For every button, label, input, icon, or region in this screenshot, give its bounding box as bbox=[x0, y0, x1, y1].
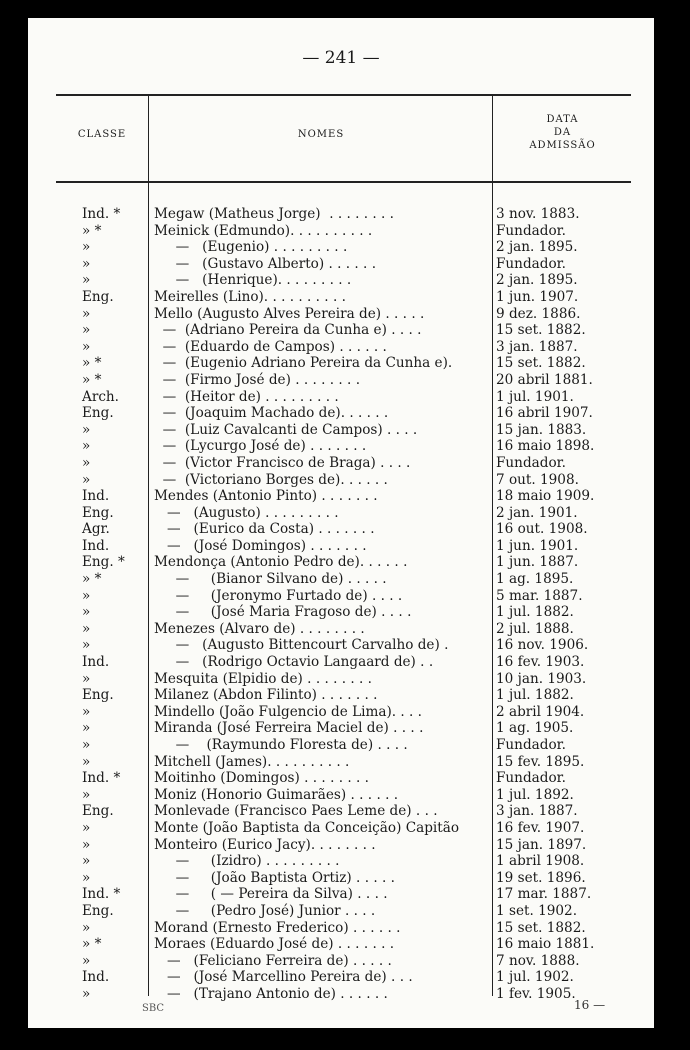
row-data-admissao: 3 jan. 1887. bbox=[496, 338, 578, 355]
row-classe: » bbox=[82, 819, 91, 836]
row-nome: Miranda (José Ferreira Maciel de) . . . . bbox=[154, 720, 424, 737]
row-nome: — (Victor Francisco de Braga) . . . . bbox=[154, 454, 411, 471]
table-row bbox=[28, 455, 654, 472]
table-row bbox=[28, 803, 654, 820]
header-data-line3: ADMISSÃO bbox=[529, 140, 596, 151]
table-header-rule bbox=[56, 181, 631, 183]
row-nome: — (Augusto Bittencourt Carvalho de) . bbox=[154, 637, 449, 654]
row-nome: Moniz (Honorio Guimarães) . . . . . . bbox=[154, 786, 399, 803]
row-data-admissao: 1 set. 1902. bbox=[496, 902, 578, 919]
row-classe: Agr. bbox=[82, 521, 110, 538]
row-classe: Ind. bbox=[82, 969, 110, 986]
row-classe: » bbox=[82, 919, 91, 936]
row-data-admissao: 15 set. 1882. bbox=[496, 355, 586, 372]
page-number: — 241 — bbox=[302, 48, 380, 68]
table-row bbox=[28, 621, 654, 638]
table-row bbox=[28, 886, 654, 903]
row-data-admissao: 2 jul. 1888. bbox=[496, 620, 574, 637]
row-classe: » * bbox=[82, 371, 102, 388]
row-nome: — (Eduardo de Campos) . . . . . . bbox=[154, 338, 387, 355]
table-row bbox=[28, 770, 654, 787]
row-classe: » bbox=[82, 836, 91, 853]
row-nome: — ( — Pereira da Silva) . . . . bbox=[154, 886, 388, 903]
row-classe: » bbox=[82, 272, 91, 289]
row-nome: — (Joaquim Machado de). . . . . . bbox=[154, 405, 389, 422]
row-data-admissao: Fundador. bbox=[496, 454, 566, 471]
row-data-admissao: 16 maio 1881. bbox=[496, 936, 595, 953]
signature-mark: 16 — bbox=[574, 998, 606, 1012]
row-classe: » * bbox=[82, 222, 102, 239]
row-data-admissao: Fundador. bbox=[496, 737, 566, 753]
row-nome: — (José Marcellino Pereira de) . . . bbox=[154, 969, 413, 986]
row-data-admissao: 18 maio 1909. bbox=[496, 488, 595, 505]
row-data-admissao: Fundador. bbox=[496, 770, 566, 787]
row-classe: » bbox=[82, 239, 91, 256]
header-data-line1: DATA bbox=[546, 114, 579, 125]
row-nome: — (Heitor de) . . . . . . . . . bbox=[154, 388, 339, 405]
row-classe: » bbox=[82, 786, 91, 803]
row-classe: Eng. bbox=[82, 288, 114, 305]
row-classe: Eng. bbox=[82, 902, 114, 919]
row-classe: Ind. * bbox=[82, 770, 121, 787]
table-row bbox=[28, 422, 654, 439]
table-row bbox=[28, 488, 654, 505]
row-data-admissao: 1 jul. 1902. bbox=[496, 969, 574, 986]
row-nome: Mitchell (James). . . . . . . . . . bbox=[154, 753, 350, 770]
table-row bbox=[28, 671, 654, 688]
row-nome: — (Rodrigo Octavio Langaard de) . . bbox=[154, 654, 434, 671]
table-row bbox=[28, 687, 654, 704]
row-nome: Monteiro (Eurico Jacy). . . . . . . . bbox=[154, 836, 376, 853]
row-data-admissao: 1 abril 1908. bbox=[496, 853, 585, 870]
table-row bbox=[28, 754, 654, 771]
header-data bbox=[494, 113, 631, 152]
row-nome: — (Bianor Silvano de) . . . . . bbox=[154, 571, 387, 588]
row-data-admissao: 2 abril 1904. bbox=[496, 703, 585, 720]
row-classe: » bbox=[82, 952, 91, 969]
row-data-admissao: 19 set. 1896. bbox=[496, 869, 586, 886]
row-data-admissao: 5 mar. 1887. bbox=[496, 587, 583, 604]
row-data-admissao: 16 nov. 1906. bbox=[496, 637, 589, 654]
table-row bbox=[28, 256, 654, 273]
row-nome: — (Trajano Antonio de) . . . . . . bbox=[154, 985, 388, 1002]
header-nomes: NOMES bbox=[297, 129, 345, 140]
row-nome: — (Victoriano Borges de). . . . . . bbox=[154, 471, 388, 488]
row-data-admissao: 16 fev. 1903. bbox=[496, 654, 585, 671]
row-nome: Milanez (Abdon Filinto) . . . . . . . bbox=[154, 687, 378, 704]
row-classe: Eng. bbox=[82, 687, 114, 704]
row-classe: Eng. bbox=[82, 803, 114, 820]
table-row bbox=[28, 969, 654, 986]
row-classe: » bbox=[82, 853, 91, 870]
row-nome: — (Izidro) . . . . . . . . . bbox=[154, 853, 340, 870]
table-row bbox=[28, 986, 654, 1003]
row-nome: Monlevade (Francisco Paes Leme de) . . . bbox=[154, 803, 438, 820]
table-row bbox=[28, 206, 654, 223]
row-nome: Meirelles (Lino). . . . . . . . . . bbox=[154, 288, 346, 305]
row-data-admissao: 9 dez. 1886. bbox=[496, 305, 581, 322]
table-row bbox=[28, 339, 654, 356]
row-data-admissao: 15 jan. 1897. bbox=[496, 836, 587, 853]
row-data-admissao: 1 jul. 1901. bbox=[496, 388, 574, 405]
row-data-admissao: 1 jul. 1882. bbox=[496, 687, 574, 704]
row-classe: » bbox=[82, 322, 91, 339]
table-row bbox=[28, 654, 654, 671]
row-classe: » bbox=[82, 421, 91, 438]
row-data-admissao: 1 ag. 1895. bbox=[496, 571, 574, 588]
row-nome: Moraes (Eduardo José de) . . . . . . . bbox=[154, 936, 395, 953]
table-row bbox=[28, 936, 654, 953]
row-nome: Monte (João Baptista da Conceição) Capitão bbox=[154, 819, 460, 836]
row-nome: — (Augusto) . . . . . . . . . bbox=[154, 504, 339, 521]
row-classe: » bbox=[82, 637, 91, 654]
row-classe: » bbox=[82, 720, 91, 737]
table-row bbox=[28, 554, 654, 571]
row-data-admissao: 1 fev. 1905. bbox=[496, 985, 576, 1002]
row-classe: Ind. * bbox=[82, 206, 121, 222]
row-classe: » * bbox=[82, 355, 102, 372]
row-classe: » bbox=[82, 869, 91, 886]
table-row bbox=[28, 720, 654, 737]
row-data-admissao: 1 jun. 1887. bbox=[496, 554, 579, 571]
row-classe: » bbox=[82, 604, 91, 621]
row-data-admissao: 1 ag. 1905. bbox=[496, 720, 574, 737]
table-row bbox=[28, 306, 654, 323]
table-row bbox=[28, 372, 654, 389]
row-nome: — (Jeronymo Furtado de) . . . . bbox=[154, 587, 403, 604]
row-data-admissao: 16 maio 1898. bbox=[496, 438, 595, 455]
row-nome: — (Lycurgo José de) . . . . . . . bbox=[154, 438, 367, 455]
row-classe: » bbox=[82, 985, 91, 1002]
table-row bbox=[28, 538, 654, 555]
row-nome: Mello (Augusto Alves Pereira de) . . . . . bbox=[154, 305, 425, 322]
row-nome: — (Eurico da Costa) . . . . . . . bbox=[154, 521, 375, 538]
row-nome: Meinick (Edmundo). . . . . . . . . . bbox=[154, 222, 373, 239]
row-classe: » * bbox=[82, 936, 102, 953]
table-row bbox=[28, 787, 654, 804]
row-nome: — (Feliciano Ferreira de) . . . . . bbox=[154, 952, 392, 969]
row-classe: » bbox=[82, 753, 91, 770]
row-data-admissao: 3 jan. 1887. bbox=[496, 803, 578, 820]
row-classe: » bbox=[82, 587, 91, 604]
table-row bbox=[28, 737, 654, 754]
row-data-admissao: 7 nov. 1888. bbox=[496, 952, 580, 969]
row-nome: — (Eugenio Adriano Pereira da Cunha e). bbox=[154, 355, 453, 372]
row-data-admissao: 1 jul. 1892. bbox=[496, 786, 574, 803]
printer-mark: SBC bbox=[142, 1003, 165, 1014]
row-data-admissao: 16 abril 1907. bbox=[496, 405, 593, 422]
row-nome: Mesquita (Elpidio de) . . . . . . . . bbox=[154, 670, 372, 687]
row-classe: » bbox=[82, 703, 91, 720]
row-classe: » bbox=[82, 338, 91, 355]
row-classe: Eng. * bbox=[82, 554, 125, 571]
row-nome: Moitinho (Domingos) . . . . . . . . bbox=[154, 770, 369, 787]
row-nome: — (José Maria Fragoso de) . . . . bbox=[154, 604, 412, 621]
row-data-admissao: 1 jul. 1882. bbox=[496, 604, 574, 621]
row-data-admissao: 15 jan. 1883. bbox=[496, 421, 587, 438]
table-row bbox=[28, 355, 654, 372]
table-row bbox=[28, 820, 654, 837]
row-data-admissao: 15 fev. 1895. bbox=[496, 753, 585, 770]
table-row bbox=[28, 953, 654, 970]
row-classe: Ind. * bbox=[82, 886, 121, 903]
row-nome: Morand (Ernesto Frederico) . . . . . . bbox=[154, 919, 401, 936]
row-classe: Ind. bbox=[82, 654, 110, 671]
row-nome: — (João Baptista Ortiz) . . . . . bbox=[154, 869, 395, 886]
row-data-admissao: 1 jun. 1907. bbox=[496, 288, 579, 305]
row-data-admissao: 15 set. 1882. bbox=[496, 322, 586, 339]
table-row bbox=[28, 239, 654, 256]
row-classe: Ind. bbox=[82, 488, 110, 505]
header-classe: CLASSE bbox=[77, 129, 127, 140]
row-data-admissao: Fundador. bbox=[496, 222, 566, 239]
member-table bbox=[28, 206, 654, 1003]
row-data-admissao: 16 out. 1908. bbox=[496, 521, 588, 538]
row-data-admissao: 1 jun. 1901. bbox=[496, 537, 579, 554]
row-nome: Mendonça (Antonio Pedro de). . . . . . bbox=[154, 554, 408, 571]
row-nome: — (Adriano Pereira da Cunha e) . . . . bbox=[154, 322, 422, 339]
row-nome: Megaw (Matheus Jorge) . . . . . . . . bbox=[154, 206, 395, 222]
table-row bbox=[28, 604, 654, 621]
table-row bbox=[28, 837, 654, 854]
table-row bbox=[28, 637, 654, 654]
row-classe: » * bbox=[82, 571, 102, 588]
row-classe: » bbox=[82, 305, 91, 322]
row-nome: Menezes (Alvaro de) . . . . . . . . bbox=[154, 620, 365, 637]
row-classe: » bbox=[82, 620, 91, 637]
table-row bbox=[28, 289, 654, 306]
row-data-admissao: 2 jan. 1895. bbox=[496, 239, 578, 256]
row-classe: » bbox=[82, 438, 91, 455]
row-nome: — (Pedro José) Junior . . . . bbox=[154, 902, 376, 919]
row-data-admissao: 2 jan. 1901. bbox=[496, 504, 578, 521]
row-data-admissao: 3 nov. 1883. bbox=[496, 206, 580, 222]
row-classe: » bbox=[82, 737, 91, 753]
row-data-admissao: 10 jan. 1903. bbox=[496, 670, 587, 687]
row-data-admissao: 2 jan. 1895. bbox=[496, 272, 578, 289]
table-row bbox=[28, 272, 654, 289]
header-data-line2: DA bbox=[553, 127, 572, 138]
table-row bbox=[28, 853, 654, 870]
table-row bbox=[28, 405, 654, 422]
table-row bbox=[28, 704, 654, 721]
row-data-admissao: 20 abril 1881. bbox=[496, 371, 593, 388]
row-classe: » bbox=[82, 454, 91, 471]
table-row bbox=[28, 438, 654, 455]
table-row bbox=[28, 588, 654, 605]
table-row bbox=[28, 322, 654, 339]
row-nome: — (Luiz Cavalcanti de Campos) . . . . bbox=[154, 421, 418, 438]
row-data-admissao: 16 fev. 1907. bbox=[496, 819, 585, 836]
row-data-admissao: 17 mar. 1887. bbox=[496, 886, 592, 903]
row-classe: Ind. bbox=[82, 537, 110, 554]
row-classe: Arch. bbox=[82, 388, 120, 405]
table-row bbox=[28, 521, 654, 538]
table-row bbox=[28, 389, 654, 406]
row-nome: Mindello (João Fulgencio de Lima). . . . bbox=[154, 703, 423, 720]
row-nome: — (Raymundo Floresta de) . . . . bbox=[154, 737, 408, 753]
table-row bbox=[28, 472, 654, 489]
table-row bbox=[28, 505, 654, 522]
row-classe: Eng. bbox=[82, 504, 114, 521]
row-data-admissao: 7 out. 1908. bbox=[496, 471, 579, 488]
table-row bbox=[28, 870, 654, 887]
row-nome: Mendes (Antonio Pinto) . . . . . . . bbox=[154, 488, 378, 505]
table-row bbox=[28, 920, 654, 937]
row-classe: » bbox=[82, 670, 91, 687]
row-classe: Eng. bbox=[82, 405, 114, 422]
row-nome: — (Henrique). . . . . . . . . bbox=[154, 272, 352, 289]
row-classe: » bbox=[82, 255, 91, 272]
table-row bbox=[28, 571, 654, 588]
row-data-admissao: Fundador. bbox=[496, 255, 566, 272]
table-row bbox=[28, 223, 654, 240]
row-nome: — (Eugenio) . . . . . . . . . bbox=[154, 239, 348, 256]
row-nome: — (José Domingos) . . . . . . . bbox=[154, 537, 367, 554]
table-row bbox=[28, 903, 654, 920]
row-classe: » bbox=[82, 471, 91, 488]
row-data-admissao: 15 set. 1882. bbox=[496, 919, 586, 936]
document-page bbox=[28, 18, 654, 1028]
row-nome: — (Gustavo Alberto) . . . . . . bbox=[154, 255, 377, 272]
row-nome: — (Firmo José de) . . . . . . . . bbox=[154, 371, 361, 388]
table-top-rule bbox=[56, 94, 631, 96]
